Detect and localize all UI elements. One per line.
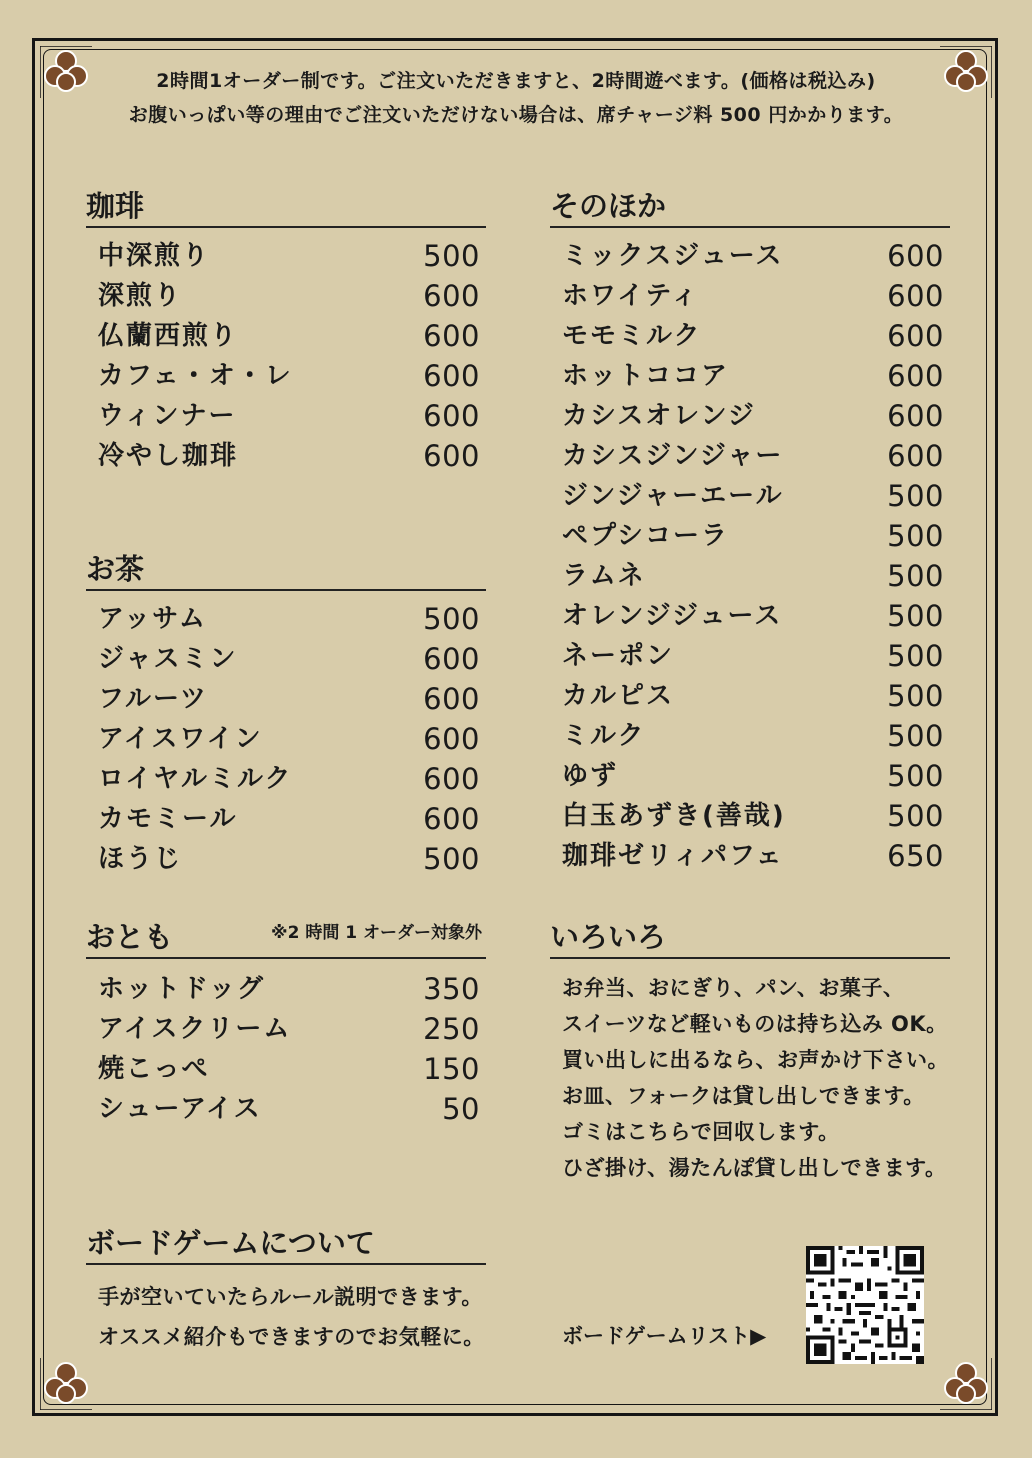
- menu-item-price: 600: [887, 239, 944, 273]
- menu-item: [98, 969, 484, 1009]
- menu-item: [98, 719, 484, 759]
- menu-item-price: 500: [887, 759, 944, 793]
- menu-item-name: ジンジャーエール: [562, 481, 784, 511]
- menu-item-name: 深煎り: [98, 281, 183, 311]
- menu-item-price: 500: [423, 602, 480, 636]
- misc-line: お皿、フォークは貸し出しできます。: [562, 1084, 925, 1108]
- boardgame-line: オススメ紹介もできますのでお気軽に。: [98, 1325, 485, 1349]
- menu-item: [98, 1089, 484, 1129]
- boardgame-line: 手が空いていたらルール説明できます。: [98, 1285, 483, 1309]
- tea-title-text: お茶: [86, 552, 145, 586]
- menu-item-price: 600: [423, 439, 480, 473]
- menu-item-price: 600: [887, 399, 944, 433]
- snacks-note: ※2 時間 1 オーダー対象外: [271, 923, 482, 943]
- menu-item-name: 中深煎り: [98, 241, 211, 271]
- menu-item: [98, 1049, 484, 1089]
- menu-item-name: アイスワイン: [98, 724, 263, 754]
- misc-line: 買い出しに出るなら、お声かけ下さい。: [562, 1048, 949, 1072]
- menu-item: [98, 1009, 484, 1049]
- menu-item-price: 600: [423, 399, 480, 433]
- menu-item-price: 50: [442, 1092, 480, 1126]
- misc-title-text: いろいろ: [550, 920, 667, 954]
- menu-item: [562, 276, 948, 316]
- menu-item-price: 500: [423, 842, 480, 876]
- menu-item-name: ネーポン: [562, 641, 675, 671]
- menu-item-price: 600: [423, 642, 480, 676]
- menu-item-price: 500: [423, 239, 480, 273]
- misc-line: お弁当、おにぎり、パン、お菓子、: [562, 976, 905, 1000]
- boardgame-title-text: ボードゲームについて: [86, 1226, 375, 1260]
- menu-item-price: 500: [887, 719, 944, 753]
- menu-item: [562, 556, 948, 596]
- menu-item: [562, 476, 948, 516]
- clover-ornament-icon: [40, 1358, 92, 1410]
- menu-item: [98, 316, 484, 356]
- tea-section-title: [86, 551, 486, 591]
- menu-item-price: 500: [887, 559, 944, 593]
- menu-item-name: 珈琲ゼリィパフェ: [562, 841, 784, 871]
- menu-item-name: ミルク: [562, 721, 646, 751]
- menu-item-price: 600: [423, 279, 480, 313]
- menu-item-price: 600: [423, 802, 480, 836]
- menu-item: [98, 276, 484, 316]
- menu-item-price: 500: [887, 679, 944, 713]
- menu-item-price: 500: [887, 799, 944, 833]
- menu-item: [562, 316, 948, 356]
- menu-item-price: 650: [887, 839, 944, 873]
- menu-item-price: 600: [423, 359, 480, 393]
- menu-item-name: アッサム: [98, 604, 207, 634]
- menu-item-name: オレンジジュース: [562, 601, 783, 631]
- menu-item-name: ウィンナー: [98, 401, 237, 431]
- menu-item-price: 600: [887, 359, 944, 393]
- misc-notes: [562, 970, 982, 1186]
- menu-item: [562, 516, 948, 556]
- menu-item: [562, 356, 948, 396]
- menu-item-name: ホワイティ: [562, 281, 700, 311]
- menu-item-price: 600: [423, 762, 480, 796]
- menu-item: [562, 396, 948, 436]
- misc-section-title: [550, 919, 950, 959]
- menu-item-price: 600: [887, 439, 944, 473]
- menu-item-name: 冷やし珈琲: [98, 441, 239, 471]
- menu-item-price: 600: [423, 319, 480, 353]
- menu-item-price: 600: [887, 279, 944, 313]
- menu-item: [98, 639, 484, 679]
- menu-item-name: カルピス: [562, 681, 675, 711]
- snacks-section-title: [86, 919, 486, 959]
- snacks-title-text: おとも: [86, 920, 174, 954]
- menu-item-price: 500: [887, 599, 944, 633]
- menu-item-name: フルーツ: [98, 684, 208, 714]
- notice-line-2: お腹いっぱい等の理由でご注文いただけない場合は、席チャージ料 500 円かかります。: [128, 104, 904, 126]
- menu-item-name: ロイヤルミルク: [98, 764, 293, 794]
- menu-item: [98, 356, 484, 396]
- menu-item: [562, 716, 948, 756]
- boardgame-notes: [98, 1279, 538, 1355]
- menu-item: [98, 759, 484, 799]
- menu-item: [98, 236, 484, 276]
- qr-code-icon[interactable]: [806, 1246, 924, 1364]
- menu-item: [562, 436, 948, 476]
- menu-item-name: ホットココア: [562, 361, 729, 391]
- menu-item-name: ホットドッグ: [98, 974, 265, 1004]
- coffee-title-text: 珈琲: [86, 189, 145, 223]
- menu-item-name: ミックスジュース: [562, 241, 784, 271]
- menu-item: [562, 796, 948, 836]
- menu-item-name: 白玉あずき(善哉): [562, 801, 786, 831]
- boardgame-section-title: [86, 1225, 486, 1265]
- menu-item: [98, 839, 484, 879]
- menu-item-price: 250: [423, 1012, 480, 1046]
- menu-item-name: カシスジンジャー: [562, 441, 784, 471]
- menu-item-price: 350: [423, 972, 480, 1006]
- others-title-text: そのほか: [550, 189, 667, 223]
- menu-item-price: 600: [423, 722, 480, 756]
- boardgame-list-label: ボードゲームリスト▶: [562, 1324, 767, 1348]
- menu-item-name: 仏蘭西煎り: [98, 321, 239, 351]
- clover-ornament-icon: [940, 1358, 992, 1410]
- misc-line: スイーツなど軽いものは持ち込み OK。: [562, 1012, 948, 1036]
- menu-item: [562, 596, 948, 636]
- snacks-list: [98, 969, 484, 1129]
- menu-item-name: カフェ・オ・レ: [98, 361, 293, 391]
- misc-line: ゴミはこちらで回収します。: [562, 1120, 840, 1144]
- menu-item-name: モモミルク: [562, 321, 702, 351]
- menu-item-name: ペプシコーラ: [562, 521, 729, 551]
- menu-item-price: 600: [887, 319, 944, 353]
- tea-list: [98, 599, 484, 879]
- menu-item-name: シューアイス: [98, 1094, 262, 1124]
- menu-item-price: 600: [423, 682, 480, 716]
- menu-item: [562, 636, 948, 676]
- menu-item: [98, 799, 484, 839]
- menu-item: [98, 679, 484, 719]
- menu-item-name: ほうじ: [98, 844, 183, 874]
- menu-item: [562, 836, 948, 876]
- menu-item-name: 焼こっぺ: [98, 1054, 210, 1084]
- menu-item-price: 500: [887, 479, 944, 513]
- menu-item-name: ラムネ: [562, 561, 646, 591]
- menu-item-name: アイスクリーム: [98, 1014, 292, 1044]
- menu-item-price: 150: [423, 1052, 480, 1086]
- others-section-title: [550, 188, 950, 228]
- menu-item: [562, 676, 948, 716]
- notice-line-1: 2時間1オーダー制です。ご注文いただきますと、2時間遊べます。(価格は税込み): [156, 70, 876, 92]
- menu-item-name: ゆず: [562, 761, 619, 791]
- menu-item: [98, 599, 484, 639]
- others-list: [562, 236, 948, 876]
- menu-item-name: カモミール: [98, 804, 238, 834]
- coffee-list: [98, 236, 484, 476]
- menu-item-price: 500: [887, 639, 944, 673]
- misc-line: ひざ掛け、湯たんぽ貸し出しできます。: [562, 1156, 947, 1180]
- menu-item: [562, 756, 948, 796]
- menu-item-name: カシスオレンジ: [562, 401, 756, 431]
- coffee-section-title: [86, 188, 486, 228]
- menu-item: [98, 436, 484, 476]
- menu-item-price: 500: [887, 519, 944, 553]
- menu-item: [562, 236, 948, 276]
- menu-item: [98, 396, 484, 436]
- menu-item-name: ジャスミン: [98, 644, 238, 674]
